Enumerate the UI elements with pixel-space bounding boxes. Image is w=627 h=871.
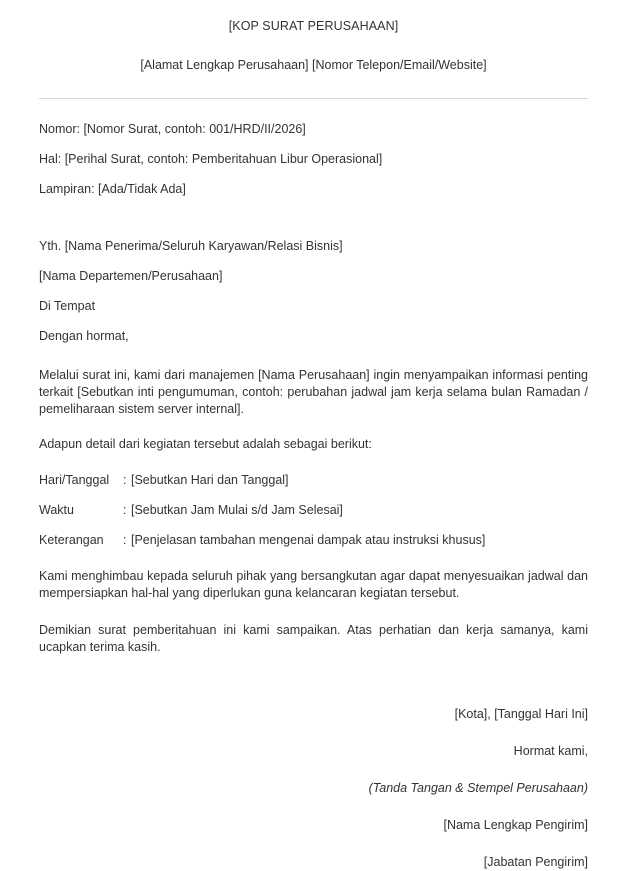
detail-row: [39, 502, 588, 519]
event-detail-list: [39, 472, 588, 549]
detail-value: [Penjelasan tambahan mengenai dampak atau instruksi khusus]: [131, 533, 486, 547]
body-detail-lead-paragraph: Adapun detail dari kegiatan tersebut adalah sebagai berikut:: [39, 437, 372, 451]
detail-label: Hari/Tanggal: [39, 473, 110, 487]
detail-row: [39, 532, 588, 549]
recipient-department-line: [Nama Departemen/Perusahaan]: [39, 269, 223, 283]
reference-subject-line: Hal: [Perihal Surat, contoh: Pemberitahuan Libur Operasional]: [39, 152, 383, 166]
detail-separator: :: [123, 473, 127, 487]
letterhead-divider: [39, 98, 588, 99]
recipient-place-line: Di Tempat: [39, 299, 96, 313]
letterhead: [39, 18, 588, 74]
signature-stamp-placeholder: (Tanda Tangan & Stempel Perusahaan): [368, 781, 588, 795]
body-intro-paragraph: Melalui surat ini, kami dari manajemen [Nama Perusahaan] ingin menyampaikan informasi penting terkait [Sebutkan inti pengumuman, contoh: perubahan jadwal jam kerja selama bulan Ramadan / pemeliharaan sistem server internal].: [39, 368, 588, 416]
detail-label: Waktu: [39, 503, 74, 517]
detail-separator: :: [123, 503, 127, 517]
detail-label: Keterangan: [39, 533, 104, 547]
reference-attachment-line: Lampiran: [Ada/Tidak Ada]: [39, 182, 186, 196]
salutation-line: Dengan hormat,: [39, 329, 129, 343]
body-signoff-paragraph: Demikian surat pemberitahuan ini kami sampaikan. Atas perhatian dan kerja samanya, kami ucapkan terima kasih.: [39, 623, 588, 654]
company-contact-line: [Alamat Lengkap Perusahaan] [Nomor Telepon/Email/Website]: [140, 58, 487, 72]
reference-number-line: Nomor: [Nomor Surat, contoh: 001/HRD/II/2026]: [39, 122, 306, 136]
detail-value: [Sebutkan Jam Mulai s/d Jam Selesai]: [131, 503, 343, 517]
detail-value: [Sebutkan Hari dan Tanggal]: [131, 473, 289, 487]
signature-sender-name: [Nama Lengkap Pengirim]: [443, 818, 588, 832]
recipient-block: [39, 238, 588, 345]
detail-separator: :: [123, 533, 127, 547]
signature-sender-position: [Jabatan Pengirim]: [483, 855, 588, 869]
recipient-name-line: Yth. [Nama Penerima/Seluruh Karyawan/Relasi Bisnis]: [39, 239, 343, 253]
signature-regards: Hormat kami,: [513, 744, 588, 758]
signature-place-date: [Kota], [Tanggal Hari Ini]: [454, 707, 588, 721]
reference-block: [39, 121, 588, 198]
letter-body: [39, 367, 588, 656]
detail-row: [39, 472, 588, 489]
signature-block: [39, 706, 588, 871]
body-closing-paragraph: Kami menghimbau kepada seluruh pihak yang bersangkutan agar dapat menyesuaikan jadwal dan mempersiapkan hal-hal yang diperlukan guna kelancaran kegiatan tersebut.: [39, 569, 588, 600]
company-letterhead-title: [KOP SURAT PERUSAHAAN]: [228, 19, 399, 33]
